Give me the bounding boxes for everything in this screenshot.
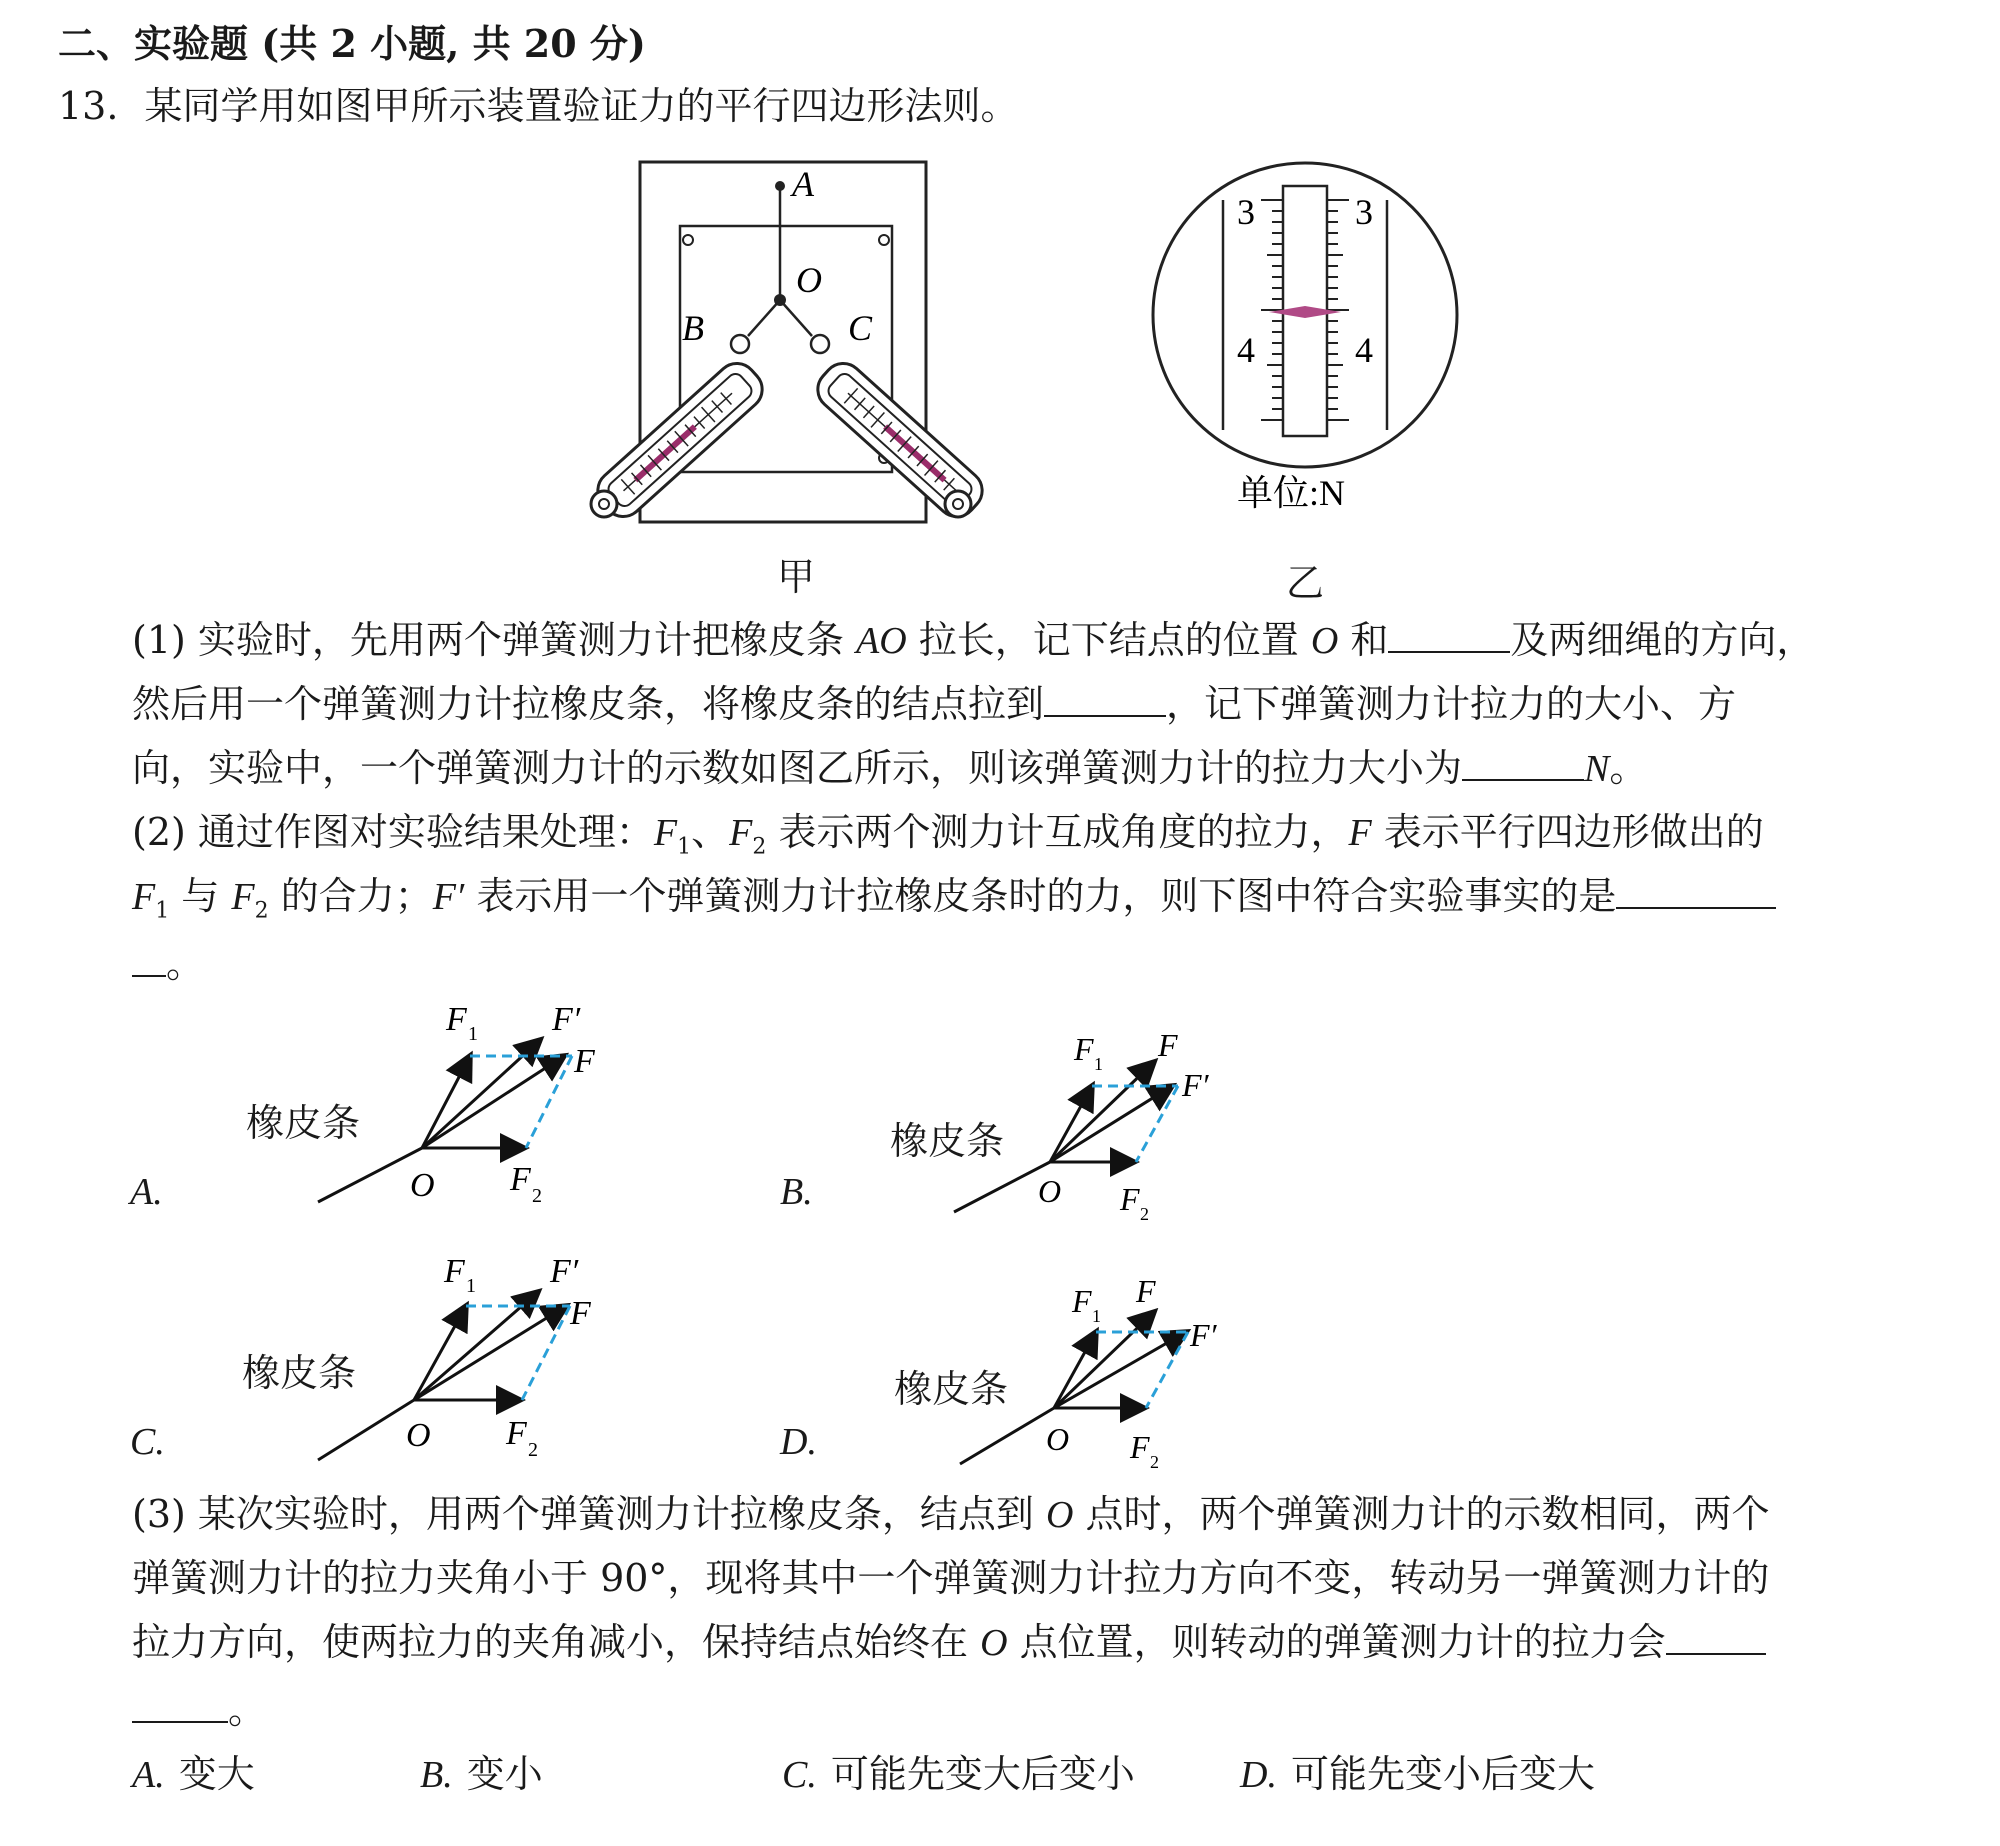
label-O: O [796, 260, 822, 300]
label-O: O [1038, 1173, 1062, 1209]
pin [879, 235, 889, 245]
option-letter: B. [780, 1171, 813, 1213]
sub: 1 [466, 1275, 476, 1297]
text: (3) 某次实验时，用两个弹簧测力计拉橡皮条，结点到 [132, 1492, 1046, 1536]
sub: 2 [752, 834, 767, 860]
text: (1) 实验时，先用两个弹簧测力计把橡皮条 [132, 618, 856, 662]
text: 表示用一个弹簧测力计拉橡皮条时的力，则下图中符合实验事实的是 [464, 874, 1617, 918]
scale-bottom-left: 4 [1237, 330, 1255, 370]
sub: 2 [254, 898, 269, 924]
label-F: F [570, 1295, 591, 1332]
label-F: F [1158, 1027, 1178, 1063]
var-F2: F [231, 876, 255, 918]
label-F: F [574, 1043, 595, 1080]
part1-line3 [132, 744, 1647, 793]
point-A-dot [775, 181, 785, 191]
label-C: C [848, 308, 873, 348]
text: (2) 通过作图对实验结果处理： [132, 810, 654, 854]
label-F1: F [444, 1253, 465, 1290]
option-diagram-B[interactable] [780, 1020, 1280, 1220]
label-B: B [682, 308, 704, 348]
hook-right [811, 335, 829, 353]
option-diagram-A[interactable] [130, 1000, 690, 1220]
choice-letter: B. [420, 1754, 453, 1796]
band-label: 橡皮条 [242, 1351, 357, 1395]
option-diagram-C[interactable] [130, 1250, 690, 1470]
label-F1: F [1074, 1031, 1094, 1067]
band-label: 橡皮条 [890, 1119, 1005, 1163]
hook-left [731, 335, 749, 353]
label-Fprime: F′ [552, 1001, 581, 1038]
question-text: 某同学用如图甲所示装置验证力的平行四边形法则。 [144, 84, 1019, 128]
label-F1: F [446, 1001, 467, 1038]
answer-blank-2[interactable] [1044, 681, 1166, 717]
choice-letter: A. [132, 1754, 165, 1796]
text: 表示平行四边形做出的 [1371, 810, 1764, 854]
label-O: O [410, 1167, 435, 1204]
part2-line2 [132, 872, 1776, 936]
text: ，记下弹簧测力计拉力的大小、方 [1166, 682, 1737, 726]
label-F: F [1136, 1273, 1156, 1309]
label-A: A [792, 164, 814, 204]
choice-text: 变小 [466, 1752, 543, 1796]
choice-text: 变大 [178, 1752, 255, 1796]
sub: 1 [1092, 1306, 1101, 1326]
text: 的合力； [268, 874, 433, 918]
unit-N: N [1584, 748, 1610, 790]
section-title: 二、实验题 (共 2 小题, 共 20 分) [58, 21, 646, 66]
string-OB [748, 300, 780, 336]
sub: 2 [1140, 1204, 1149, 1220]
sub: 1 [677, 834, 692, 860]
scale-bottom-right: 4 [1355, 330, 1373, 370]
text: 。 [1609, 746, 1648, 790]
caption-jia: 甲 [777, 555, 816, 599]
label-F2: F [510, 1161, 531, 1198]
part2-line3 [132, 940, 204, 988]
pin [683, 235, 693, 245]
var-F2: F [729, 812, 753, 854]
sub: 2 [1150, 1452, 1159, 1470]
text: 。 [166, 942, 205, 986]
sub: 2 [532, 1185, 542, 1207]
spring-scale-reading-figure-yi [1145, 160, 1465, 540]
band-label: 橡皮条 [246, 1101, 361, 1145]
text: 与 [169, 874, 232, 918]
band-label: 橡皮条 [894, 1367, 1009, 1411]
var-Fprime: F′ [432, 876, 465, 918]
text: 和 [1338, 618, 1389, 662]
option-diagram-D[interactable] [780, 1262, 1280, 1470]
option-letter: A. [130, 1171, 163, 1213]
part2-line1 [132, 808, 1764, 872]
answer-blank-3[interactable] [1462, 745, 1584, 781]
text: 点位置，则转动的弹簧测力计的拉力会 [1007, 1620, 1666, 1664]
part1-line1 [132, 616, 1814, 665]
part3-line1 [132, 1490, 1770, 1539]
label-F2: F [506, 1415, 527, 1452]
label-O: O [1046, 1421, 1070, 1457]
string-OC [780, 300, 812, 336]
var-AO: AO [856, 620, 907, 662]
text: 向，实验中，一个弹簧测力计的示数如图乙所示，则该弹簧测力计的拉力大小为 [132, 746, 1463, 790]
part3-line4 [132, 1686, 266, 1734]
vector-diagram [950, 1020, 1280, 1220]
choice-C[interactable] [782, 1750, 1135, 1799]
answer-blank-5[interactable] [1666, 1619, 1766, 1655]
question-stem [58, 82, 1019, 130]
text: 然后用一个弹簧测力计拉橡皮条，将橡皮条的结点拉到 [132, 682, 1045, 726]
choice-letter: D. [1240, 1754, 1277, 1796]
answer-blank-4[interactable] [1616, 873, 1776, 909]
var-F1: F [132, 876, 156, 918]
apparatus-figure-jia [580, 150, 1000, 540]
sub: 2 [528, 1439, 538, 1461]
label-O: O [406, 1417, 431, 1454]
var-O: O [1310, 620, 1339, 662]
sub: 1 [155, 898, 170, 924]
unit-label: 单位:N [1237, 473, 1346, 513]
label-F2: F [1120, 1181, 1140, 1217]
sub: 1 [1094, 1054, 1103, 1074]
part3-line3 [132, 1618, 1766, 1667]
ring-right [945, 491, 971, 517]
text: 拉长，记下结点的位置 [906, 618, 1311, 662]
part3-line2: 弹簧测力计的拉力夹角小于 90°，现将其中一个弹簧测力计拉力方向不变，转动另一弹簧测力计的 [132, 1556, 1770, 1600]
var-F1: F [653, 812, 678, 854]
choice-D[interactable] [1240, 1750, 1595, 1799]
text: 拉力方向，使两拉力的夹角减小，保持结点始终在 [132, 1620, 981, 1664]
sub: 1 [468, 1023, 478, 1045]
question-number: 13. [58, 84, 119, 128]
answer-blank-1[interactable] [1388, 617, 1510, 653]
vector-diagram [310, 1000, 670, 1220]
ring-left [591, 491, 617, 517]
label-Fprime: F′ [1190, 1317, 1217, 1353]
choice-letter: C. [782, 1754, 817, 1796]
text: 。 [228, 1688, 267, 1732]
caption-yi: 乙 [1286, 561, 1325, 605]
text: 点时，两个弹簧测力计的示数相同，两个 [1073, 1492, 1770, 1536]
choice-text: 可能先变大后变小 [830, 1752, 1135, 1796]
vector-diagram [950, 1262, 1280, 1470]
choice-A[interactable] [132, 1750, 255, 1799]
label-Fprime: F′ [550, 1253, 579, 1290]
part1-line2 [132, 680, 1736, 728]
option-letter: D. [780, 1421, 817, 1463]
text: 及两细绳的方向， [1510, 618, 1815, 662]
text: 、 [691, 810, 730, 854]
option-letter: C. [130, 1421, 165, 1463]
answer-blank-4-cont[interactable] [132, 941, 166, 977]
scale-top-left: 3 [1237, 192, 1255, 232]
var-F: F [1348, 812, 1372, 854]
choice-B[interactable] [420, 1750, 543, 1799]
scale-top-right: 3 [1355, 192, 1373, 232]
choice-text: 可能先变小后变大 [1290, 1752, 1595, 1796]
var-O: O [980, 1622, 1008, 1664]
label-F2: F [1130, 1429, 1150, 1465]
var-O: O [1046, 1494, 1074, 1536]
vector-diagram [310, 1250, 670, 1470]
label-Fprime: F′ [1182, 1067, 1209, 1103]
pointer-marker [1269, 306, 1341, 318]
label-F1: F [1072, 1283, 1092, 1319]
answer-blank-5-cont[interactable] [132, 1687, 228, 1723]
text: 表示两个测力计互成角度的拉力， [766, 810, 1349, 854]
